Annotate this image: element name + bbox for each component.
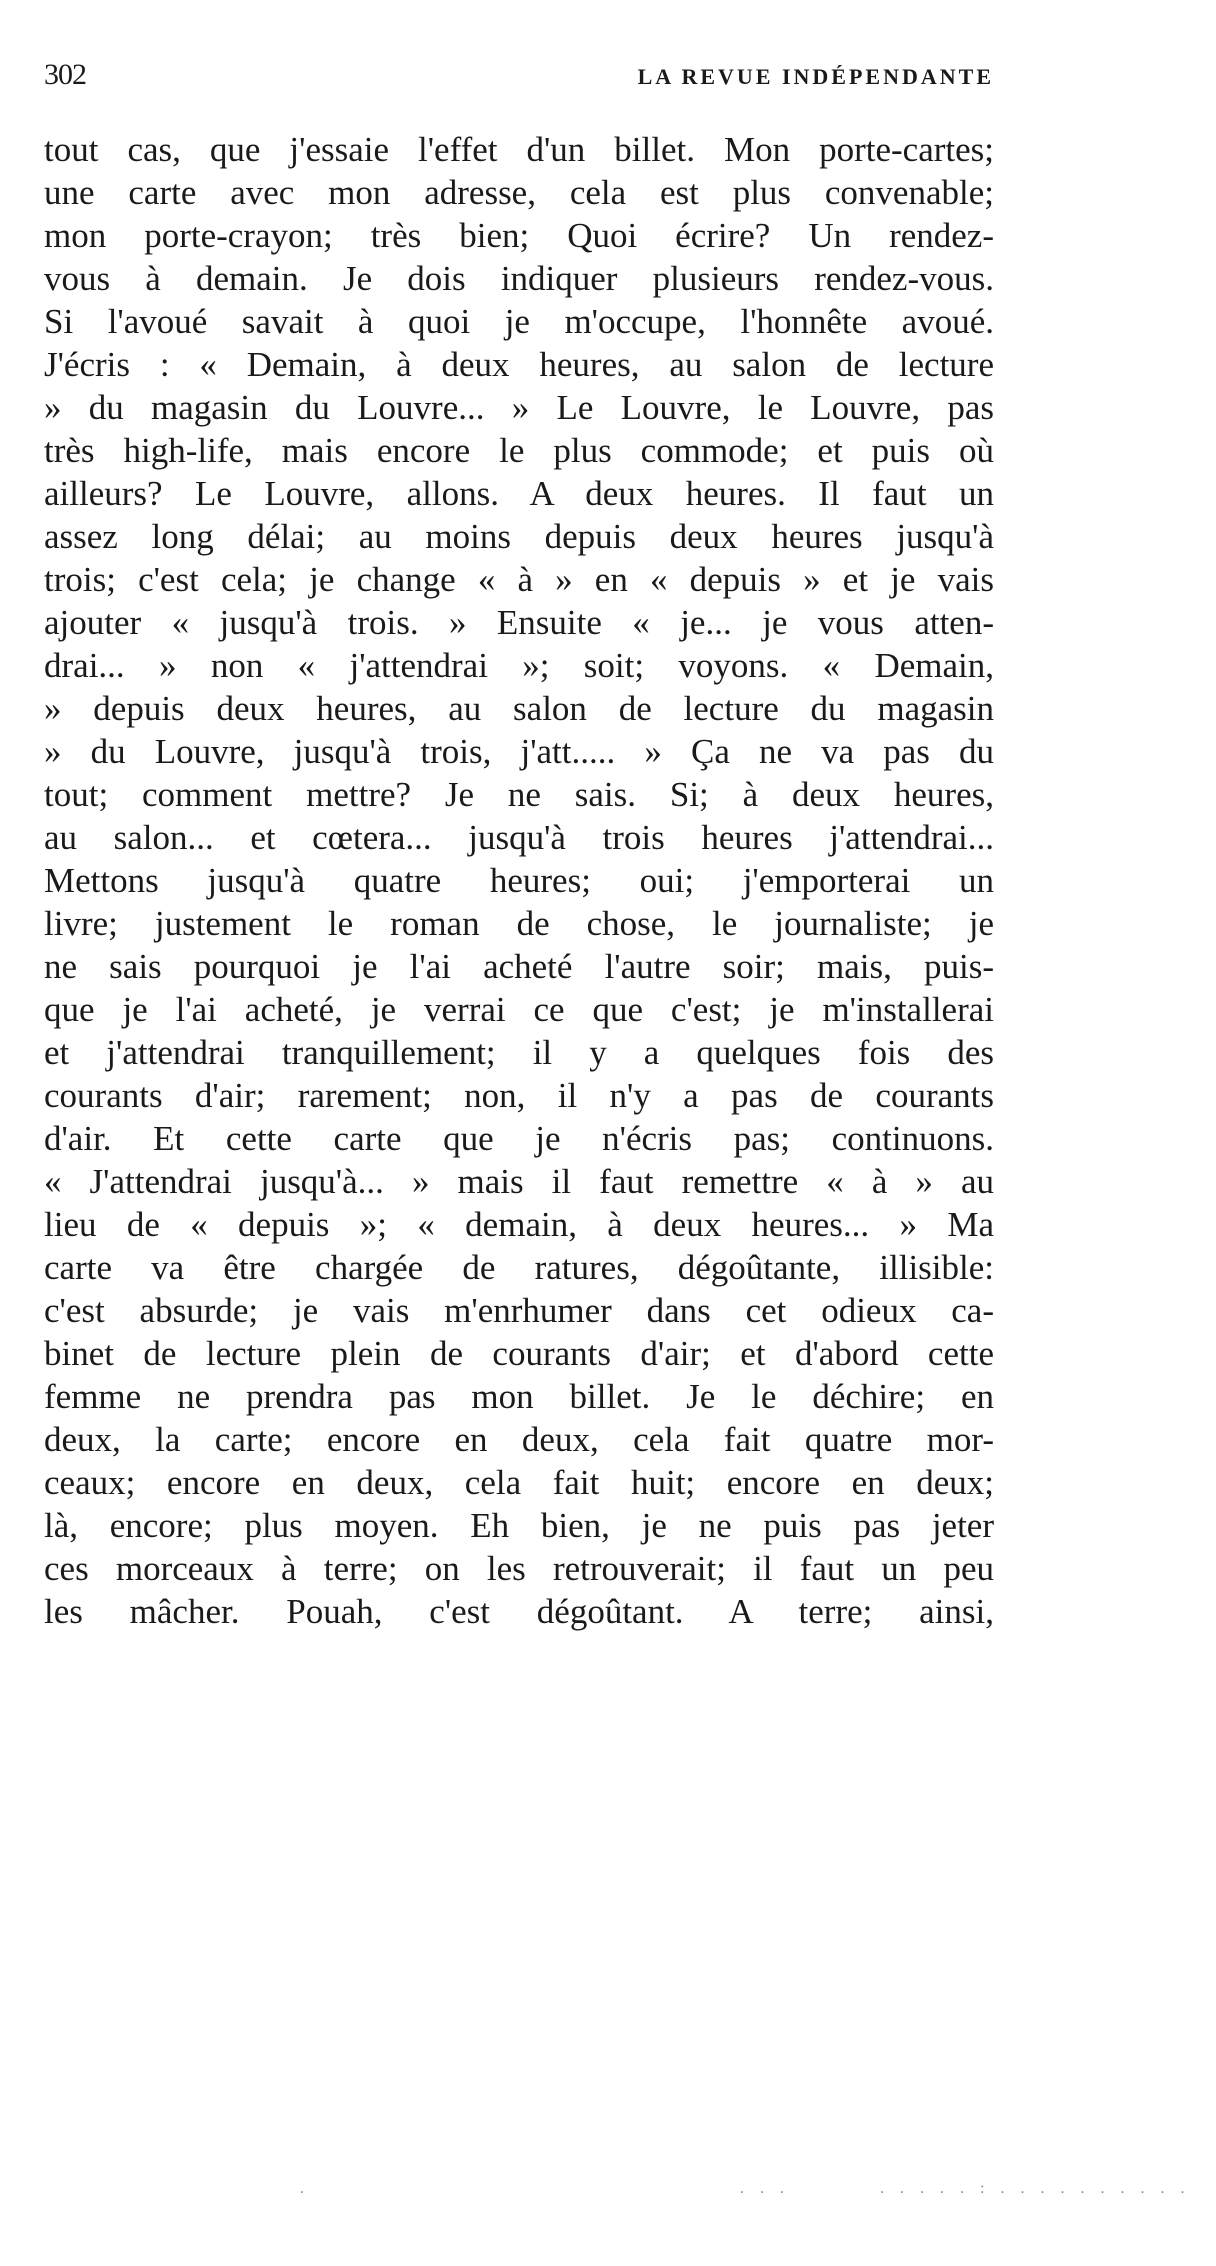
scan-speckle: .: [300, 2180, 310, 2197]
text-line: trois; c'est cela; je change « à » en « depuis » et je vais: [44, 560, 994, 599]
text-line: J'écris : « Demain, à deux heures, au salon de lecture: [44, 345, 994, 384]
text-line: deux, la carte; encore en deux, cela fait quatre mor-: [44, 1420, 994, 1459]
scan-speckle: . . . . . : . . . . . . . . . .: [880, 2180, 1191, 2197]
text-line: assez long délai; au moins depuis deux heures jusqu'à: [44, 517, 994, 556]
running-head: LA REVUE INDÉPENDANTE: [637, 64, 994, 89]
text-line: » du Louvre, jusqu'à trois, j'att..... » Ça ne va pas du: [44, 732, 994, 771]
text-line: » du magasin du Louvre... » Le Louvre, le Louvre, pas: [44, 388, 994, 427]
page-number: 302: [44, 58, 86, 91]
text-line: vous à demain. Je dois indiquer plusieurs rendez-vous.: [44, 259, 994, 298]
page-header: [44, 58, 994, 98]
text-line: mon porte-crayon; très bien; Quoi écrire? Un rendez-: [44, 216, 994, 255]
text-line: et j'attendrai tranquillement; il y a quelques fois des: [44, 1033, 994, 1072]
body-text: [44, 128, 994, 1633]
text-line: drai... » non « j'attendrai »; soit; voyons. « Demain,: [44, 646, 994, 685]
text-line: au salon... et cœtera... jusqu'à trois heures j'attendrai...: [44, 818, 994, 857]
text-line: binet de lecture plein de courants d'air; et d'abord cette: [44, 1334, 994, 1373]
text-line: Si l'avoué savait à quoi je m'occupe, l'honnête avoué.: [44, 302, 994, 341]
text-line: les mâcher. Pouah, c'est dégoûtant. A terre; ainsi,: [44, 1592, 994, 1631]
text-line: livre; justement le roman de chose, le journaliste; je: [44, 904, 994, 943]
text-line: d'air. Et cette carte que je n'écris pas; continuons.: [44, 1119, 994, 1158]
text-line: ailleurs? Le Louvre, allons. A deux heures. Il faut un: [44, 474, 994, 513]
text-line: lieu de « depuis »; « demain, à deux heures... » Ma: [44, 1205, 994, 1244]
text-line: ajouter « jusqu'à trois. » Ensuite « je... je vous atten-: [44, 603, 994, 642]
text-line: Mettons jusqu'à quatre heures; oui; j'emporterai un: [44, 861, 994, 900]
text-line: carte va être chargée de ratures, dégoûtante, illisible:: [44, 1248, 994, 1287]
scan-speckle: . . .: [740, 2180, 790, 2197]
text-line: tout cas, que j'essaie l'effet d'un billet. Mon porte-cartes;: [44, 130, 994, 169]
text-line: que je l'ai acheté, je verrai ce que c'est; je m'installerai: [44, 990, 994, 1029]
text-line: courants d'air; rarement; non, il n'y a pas de courants: [44, 1076, 994, 1115]
text-line: ces morceaux à terre; on les retrouverait; il faut un peu: [44, 1549, 994, 1588]
text-line: très high-life, mais encore le plus commode; et puis où: [44, 431, 994, 470]
text-line: ceaux; encore en deux, cela fait huit; encore en deux;: [44, 1463, 994, 1502]
text-line: là, encore; plus moyen. Eh bien, je ne puis pas jeter: [44, 1506, 994, 1545]
text-line: tout; comment mettre? Je ne sais. Si; à deux heures,: [44, 775, 994, 814]
text-line: une carte avec mon adresse, cela est plus convenable;: [44, 173, 994, 212]
text-line: « J'attendrai jusqu'à... » mais il faut remettre « à » au: [44, 1162, 994, 1201]
text-line: c'est absurde; je vais m'enrhumer dans cet odieux ca-: [44, 1291, 994, 1330]
text-line: » depuis deux heures, au salon de lecture du magasin: [44, 689, 994, 728]
text-line: ne sais pourquoi je l'ai acheté l'autre soir; mais, puis-: [44, 947, 994, 986]
text-line: femme ne prendra pas mon billet. Je le déchire; en: [44, 1377, 994, 1416]
